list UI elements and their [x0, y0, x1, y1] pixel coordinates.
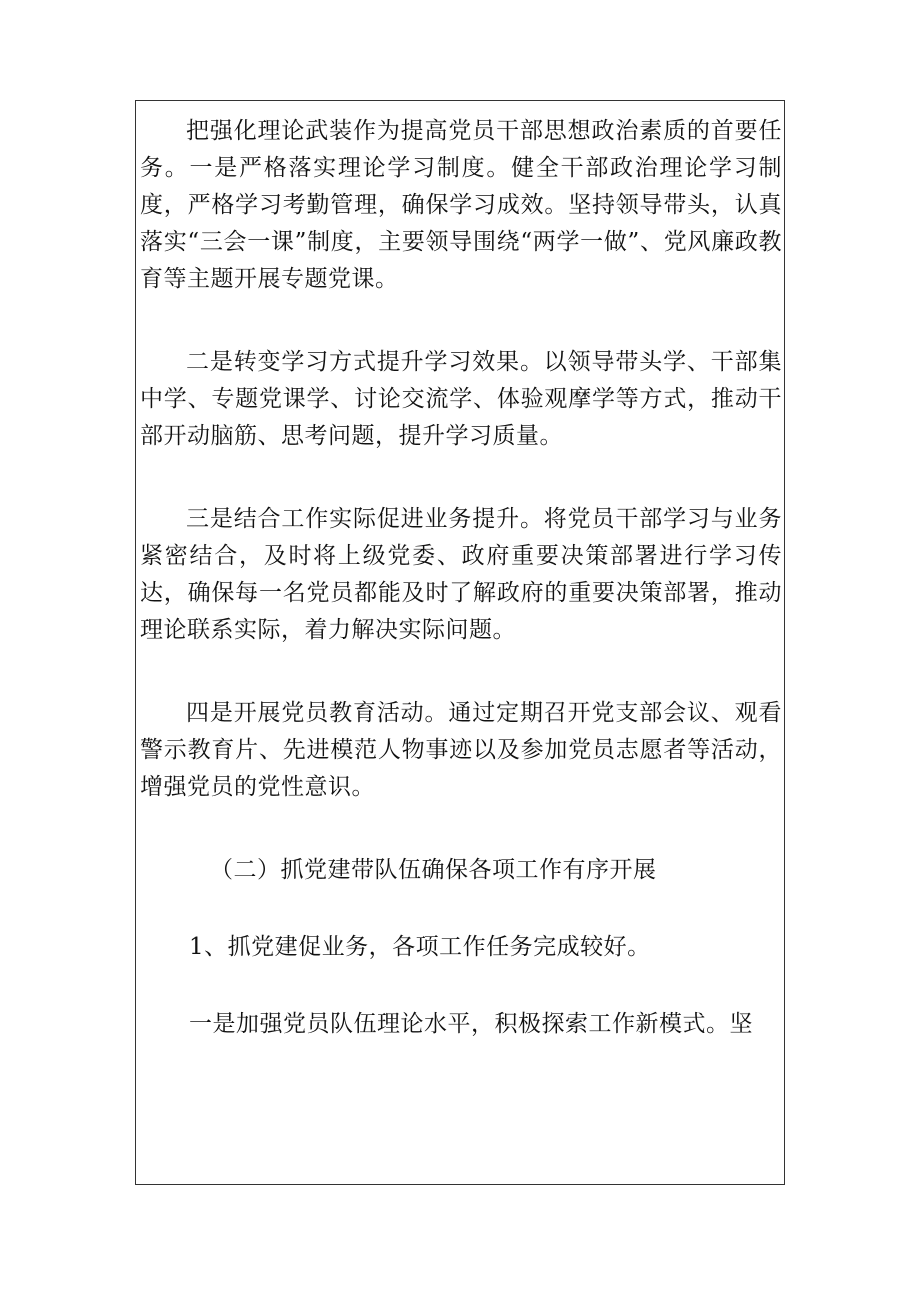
paragraph-gap	[140, 966, 782, 1006]
document-content	[140, 113, 782, 1043]
paragraph-gap	[140, 455, 782, 501]
list-item-1-paragraph: 一是加强党员队伍理论水平，积极探索工作新模式。坚	[189, 1011, 753, 1037]
paragraph-work-practice: 三是结合工作实际促进业务提升。将党员干部学习与业务紧密结合，及时将上级党委、政府重要决策部署进行学习传达，确保每一名党员都能及时了解政府的重要决策部署，推动理论联系实际，着力解决实际问题。	[140, 506, 782, 643]
list-item-1: 1、抓党建促业务，各项工作任务完成较好。	[189, 934, 651, 960]
paragraph-gap	[140, 806, 782, 852]
paragraph-gap	[140, 649, 782, 695]
paragraph-party-education: 四是开展党员教育活动。通过定期召开党支部会议、观看警示教育片、先进模范人物事迹以及参加党员志愿者等活动，增强党员的党性意识。	[140, 700, 782, 800]
section-heading: （二）抓党建带队伍确保各项工作有序开展	[210, 857, 657, 883]
document-frame	[135, 100, 785, 1185]
paragraph-theory-study: 把强化理论武装作为提高党员干部思想政治素质的首要任务。一是严格落实理论学习制度。健全干部政治理论学习制度，严格学习考勤管理，确保学习成效。坚持领导带头，认真落实“三会一课”制度，主要领导围绕“两学一做”、党风廉政教育等主题开展专题党课。	[140, 118, 782, 292]
paragraph-gap	[140, 298, 782, 344]
paragraph-study-method: 二是转变学习方式提升学习效果。以领导带头学、干部集中学、专题党课学、讨论交流学、体验观摩学等方式，推动干部开动脑筋、思考问题，提升学习质量。	[140, 349, 782, 449]
paragraph-gap	[140, 889, 782, 929]
